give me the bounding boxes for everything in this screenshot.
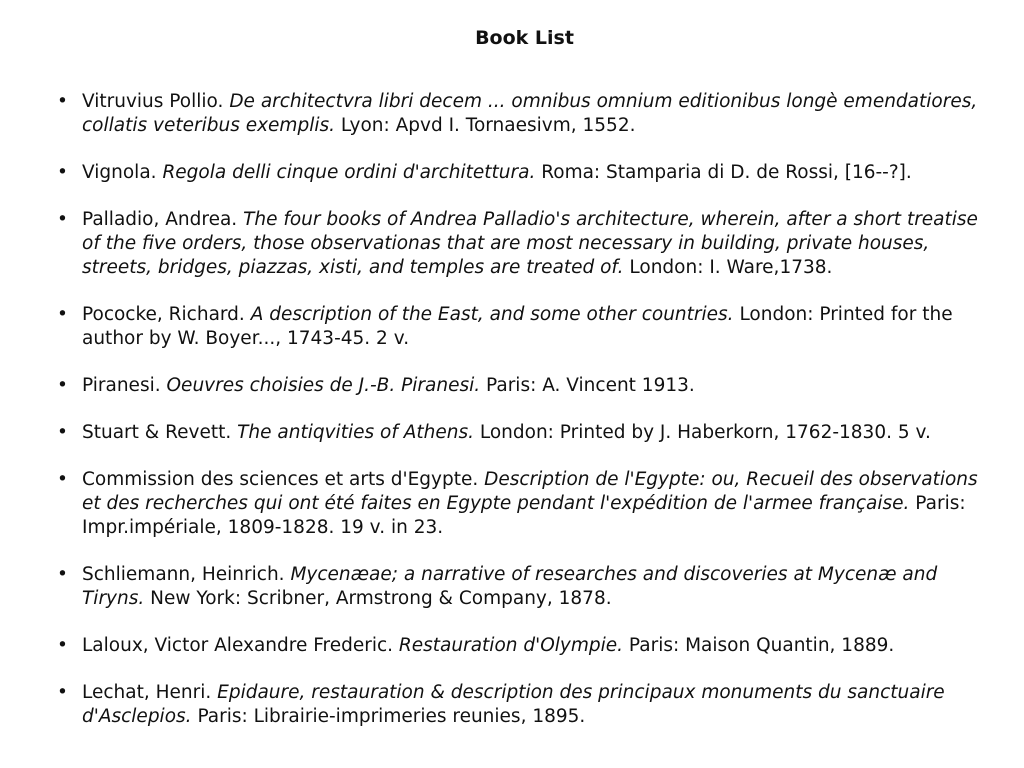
bullet-icon: •	[57, 635, 68, 656]
bullet-icon: •	[57, 375, 68, 396]
book-item	[57, 161, 987, 185]
book-publication: London: Printed by J. Haberkorn, 1762-1830. 5 v.	[479, 422, 931, 443]
book-publication: Lyon: Apvd I. Tornaesivm, 1552.	[340, 115, 636, 136]
bullet-icon: •	[57, 469, 68, 490]
bullet-icon: •	[57, 564, 68, 585]
book-title: Restauration d'Olympie.	[398, 635, 624, 656]
book-title: A description of the East, and some other countries.	[250, 304, 734, 325]
book-list	[57, 90, 987, 752]
book-author: Vitruvius Pollio.	[82, 91, 224, 112]
book-author: Piranesi.	[82, 375, 161, 396]
book-item	[57, 208, 987, 280]
book-author: Pococke, Richard.	[82, 304, 245, 325]
book-author: Palladio, Andrea.	[82, 209, 238, 230]
book-publication: Paris: A. Vincent 1913.	[486, 375, 695, 396]
book-author: Laloux, Victor Alexandre Frederic.	[82, 635, 394, 656]
book-title: Epidaure, restauration & description des principaux monuments du sanctuaire d'Asclepios.	[82, 682, 945, 727]
book-title: Description de l'Egypte: ou, Recueil des observations et des recherches qui ont été faites en Egypte pendant l'expédition de l'armee française.	[82, 469, 978, 514]
book-author: Schliemann, Heinrich.	[82, 564, 285, 585]
book-publication: Paris: Maison Quantin, 1889.	[628, 635, 895, 656]
book-publication: Paris: Impr.impériale, 1809-1828. 19 v. in 23.	[82, 493, 966, 538]
book-title: De architectvra libri decem ... omnibus omnium editionibus longè emendatiores, collatis veteribus exemplis.	[82, 91, 978, 136]
book-title: Oeuvres choisies de J.-B. Piranesi.	[166, 375, 481, 396]
page-title: Book List	[475, 27, 574, 49]
bullet-icon: •	[57, 209, 68, 230]
book-item	[57, 634, 987, 658]
bullet-icon: •	[57, 682, 68, 703]
book-item	[57, 303, 987, 351]
book-publication: Roma: Stamparia di D. de Rossi, [16--?].	[541, 162, 912, 183]
book-item	[57, 421, 987, 445]
book-title: Mycenæae; a narrative of researches and discoveries at Mycenæ and Tiryns.	[82, 564, 938, 609]
book-item	[57, 681, 987, 729]
book-author: Vignola.	[82, 162, 157, 183]
book-author: Lechat, Henri.	[82, 682, 212, 703]
book-item	[57, 374, 987, 398]
bullet-icon: •	[57, 162, 68, 183]
book-item	[57, 563, 987, 611]
book-title: Regola delli cinque ordini d'architettura.	[162, 162, 536, 183]
book-title: The four books of Andrea Palladio's architecture, wherein, after a short treatise of the five orders, those observationas that are most necessary in building, private houses, streets, bridges, piazzas, xisti, and temples are treated of.	[82, 209, 978, 278]
book-publication: London: Printed for the author by W. Boyer..., 1743-45. 2 v.	[82, 304, 953, 349]
book-title: The antiqvities of Athens.	[237, 422, 474, 443]
book-item	[57, 468, 987, 540]
book-author: Stuart & Revett.	[82, 422, 232, 443]
book-publication: London: I. Ware,1738.	[629, 257, 833, 278]
book-item	[57, 90, 987, 138]
book-publication: Paris: Librairie-imprimeries reunies, 1895.	[197, 706, 586, 727]
bullet-icon: •	[57, 422, 68, 443]
book-author: Commission des sciences et arts d'Egypte.	[82, 469, 479, 490]
bullet-icon: •	[57, 91, 68, 112]
bullet-icon: •	[57, 304, 68, 325]
book-publication: New York: Scribner, Armstrong & Company, 1878.	[150, 588, 612, 609]
